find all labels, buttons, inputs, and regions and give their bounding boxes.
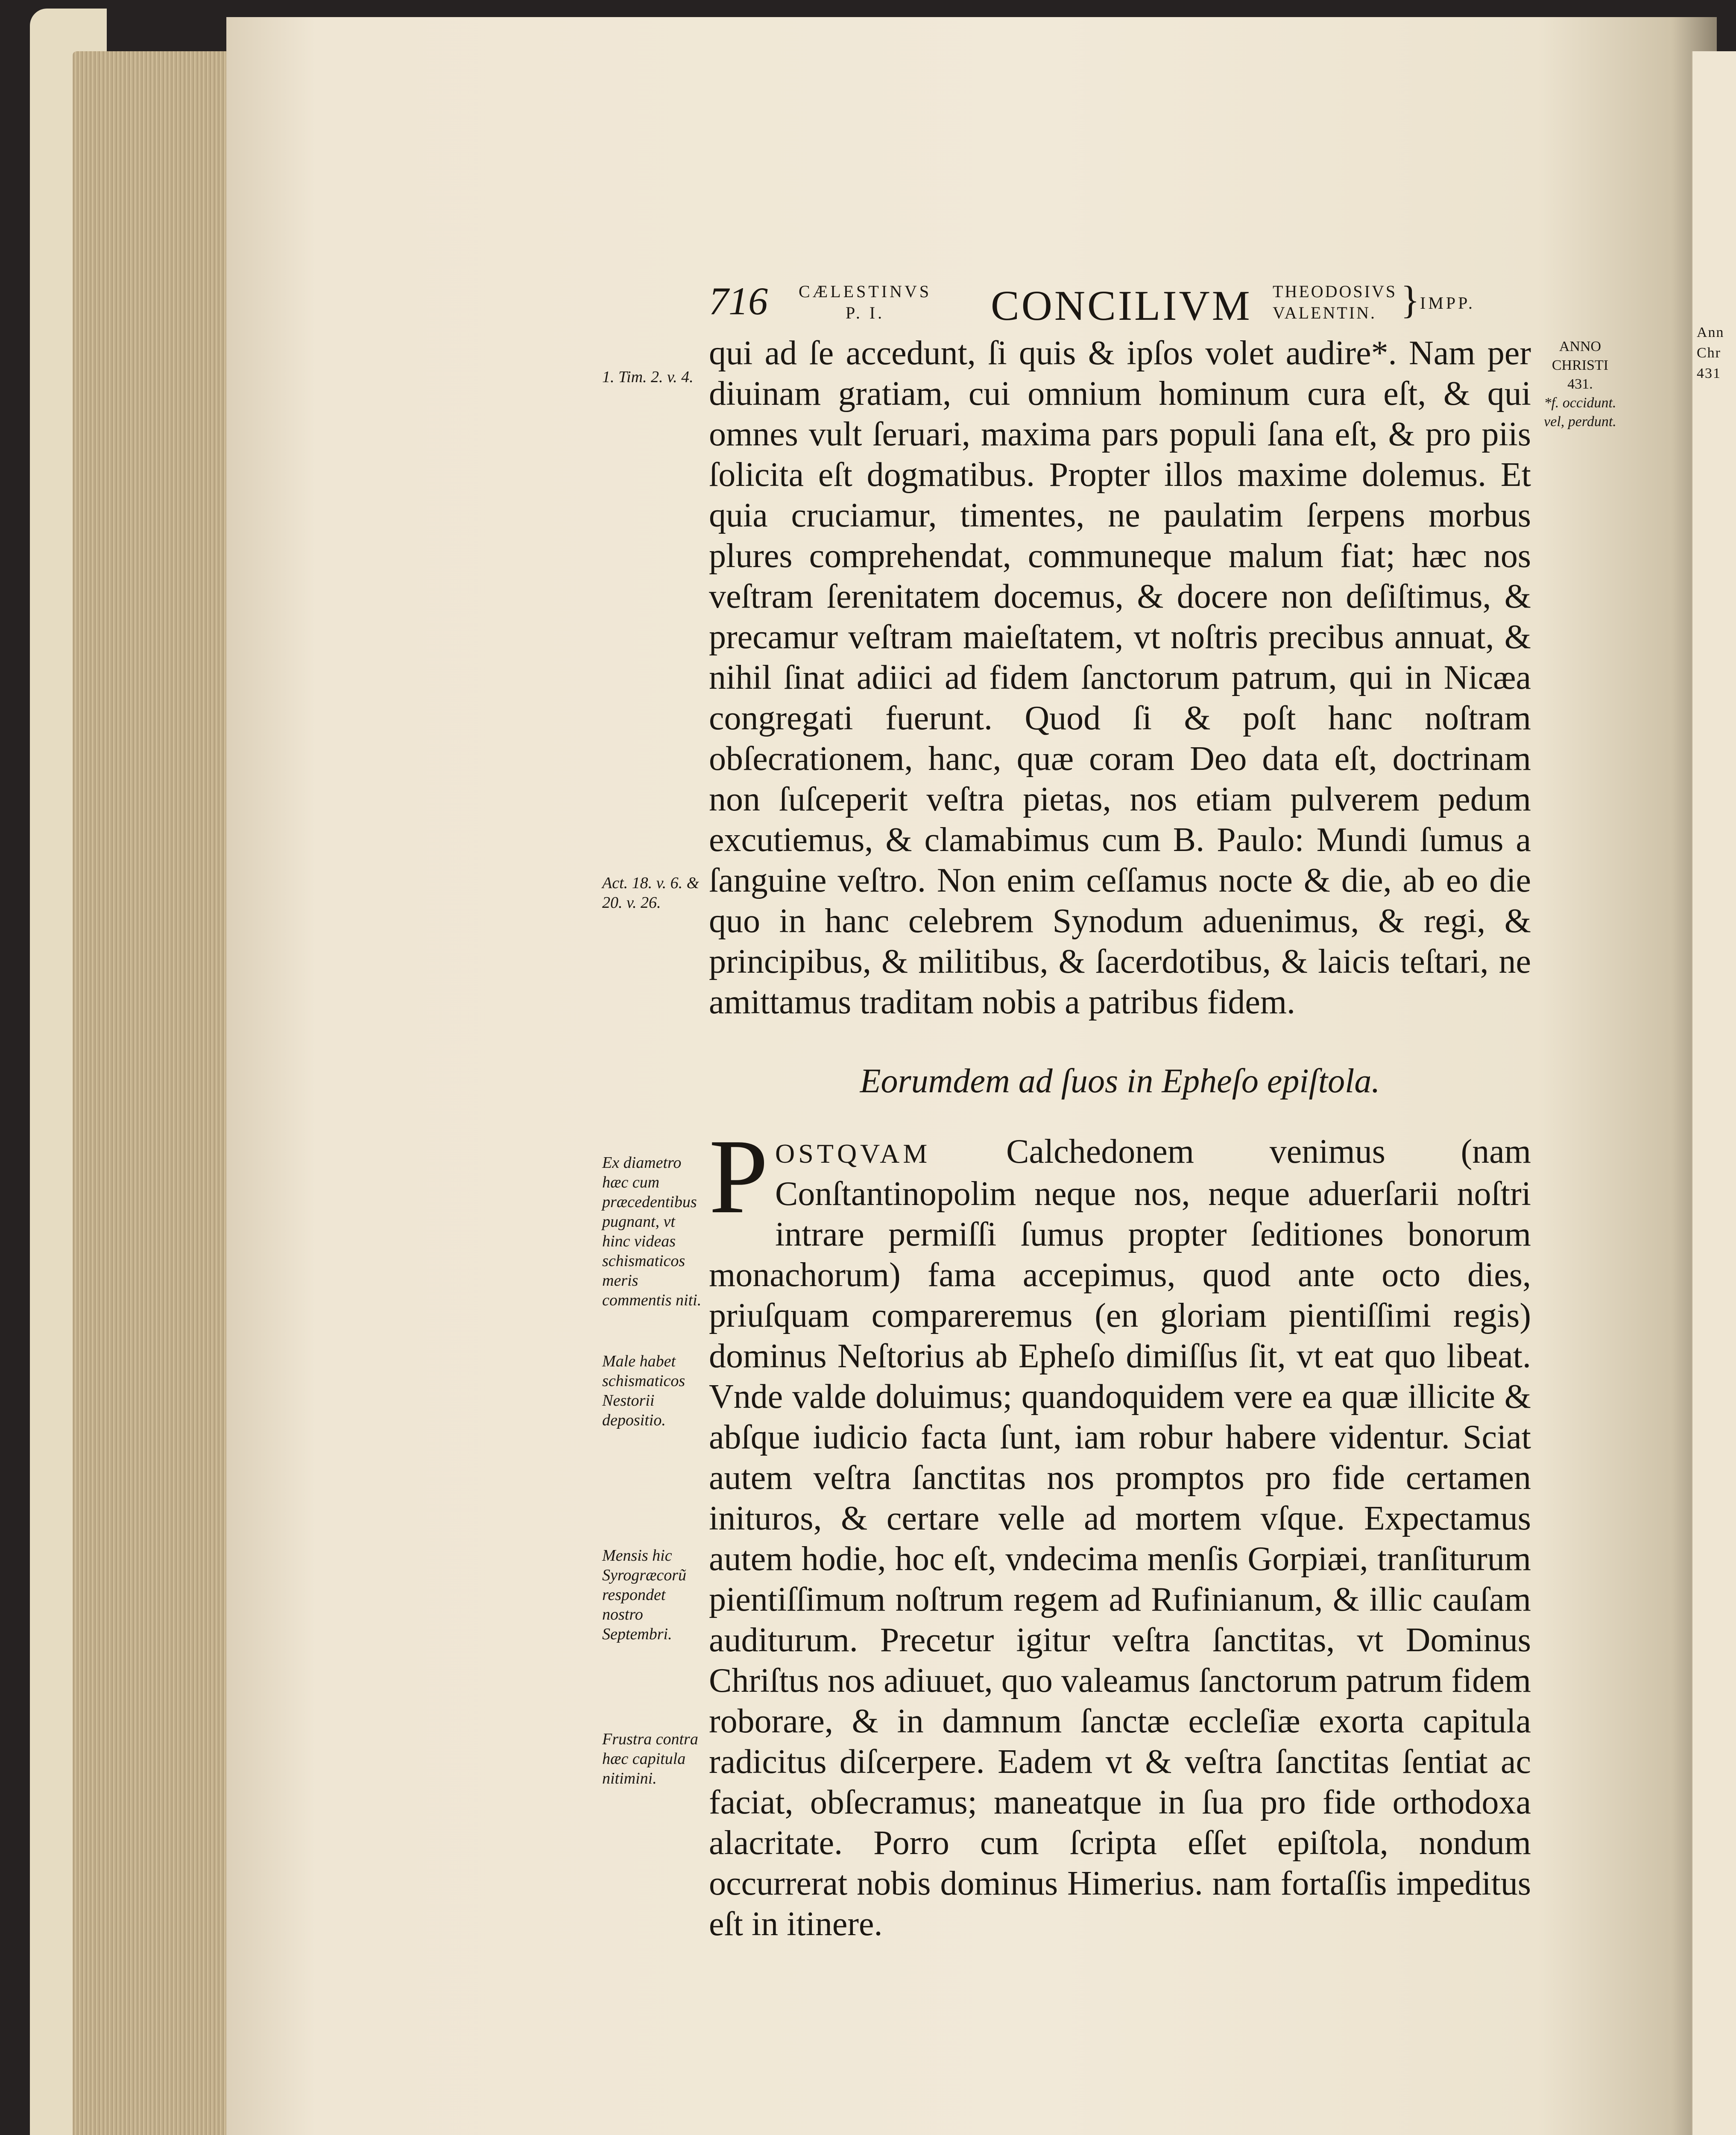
margin-note: 1. Tim. 2. v. 4. [602, 368, 694, 386]
paragraph: qui ad ſe accedunt, ſi quis & ipſos volet audire*. Nam per diuinam gratiam, cui omnium hominum cura eſt, & qui omnes vult ſeruari, maxima pars populi ſana eſt, & pro piis ſolicita eſt dogmatibus. Propter illos maxime dolemus. Et quia cruciamur, timentes, ne paulatim ſerpens morbus plures comprehendat, communeque malum fiat; hæc nos veſtram ſerenitatem docemus, & docere non deſiſtimus, & precamur veſtram maieſtatem, vt noſtris precibus annuat, & nihil ſinat adiici ad fidem ſanctorum patrum, qui in Nicæa congregati fuerunt. Quod ſi & poſt hanc noſtram obſecrationem, hanc, quæ coram Deo data eſt, doctrinam non ſuſceperit veſtra pietas, nos etiam pulverem pedum excutiemus, & clamabimus cum B. Paulo: Mundi ſumus a ſanguine veſtro. Non enim ceſſamus nocte & die, ab eo die quo in hanc celebrem Synodum aduenimus, & regi, & principibus, & militibus, & ſacerdotibus, & laicis teſtari, ne amittamus traditam nobis a patribus fidem. [709, 334, 1531, 1021]
header-brace: } [1401, 278, 1420, 322]
next-page-edge [1691, 51, 1736, 2135]
header-impp: IMPP. [1420, 293, 1475, 313]
header-title: CONCILIVM [991, 282, 1252, 329]
running-header [709, 273, 1537, 337]
header-pope-name: CÆLESTINVS [799, 282, 932, 301]
margin-note: Male habet schismaticos Nestorii depositio. [602, 1352, 685, 1429]
next-page-line: Ann [1697, 325, 1724, 340]
page-stack-edge [73, 51, 231, 2135]
opening-word: OSTQVAM [775, 1138, 931, 1169]
year-label: 431. [1567, 376, 1593, 392]
margin-note: Frustra contra hæc capitula nitimini. [602, 1730, 698, 1787]
margin-year-note [1542, 337, 1619, 431]
variant-reading-note: *f. occidunt. vel, perdunt. [1544, 395, 1616, 430]
christi-label: CHRISTI [1552, 357, 1609, 373]
next-page-line: Chr [1697, 345, 1721, 361]
paragraph [709, 1117, 1531, 1945]
margin-note: Act. 18. v. 6. & 20. v. 26. [602, 874, 700, 912]
header-pope [799, 281, 931, 324]
margin-note: Ex diametro hæc cum præcedentibus pugnant, vt hinc videas schismaticos meris commentis niti. [602, 1154, 702, 1309]
header-emperor-1: THEODOSIVS [1273, 282, 1397, 301]
paragraph-text: Calchedonem venimus (nam Conſtantinopolim neque nos, neque aduerſarii noſtri intrare permiſſi ſumus propter ſeditiones bonorum monachorum) fama accepimus, quod ante octo dies, priuſquam compareremus (en gloriam pientiſſimi regis) dominus Neſtorius ab Epheſo dimiſſus ſit, vt eat quo libeat. Vnde valde doluimus; quandoquidem vere ea quæ illicite & abſque iudicio facta ſunt, iam robur habere videntur. Sciat autem veſtra ſanctitas nos promptos pro fide certamen inituros, & certare velle ad mortem vſque. Expectamus autem hodie, hoc eſt, vndecima menſis Gorpiæi, tranſiturum pientiſſimum noſtrum regem ad Rufinianum, & illic cauſam auditurum. Precetur igitur veſtra ſanctitas, vt Dominus Chriſtus nos adiuuet, quo valeamus ſanctorum patrum fidem roborare, & in damnum ſanctæ eccleſiæ exorta capitula radicitus diſcerpere. Eadem vt & veſtra ſanctitas ſentiat ac faciat, obſecramus; maneatque in ſua pro fide orthodoxa alacritate. Porro cum ſcripta eſſet epiſtola, nondum occurrerat nobis dominus Himerius. nam fortaſſis impeditus eſt in itinere. [709, 1133, 1531, 1943]
header-pope-numeral: P. I. [846, 303, 885, 322]
drop-capital: P [709, 1117, 769, 1236]
header-emperors [1273, 281, 1397, 324]
section-heading: Eorumdem ad ſuos in Epheſo epiſtola. [860, 1062, 1380, 1100]
main-text [709, 333, 1531, 1945]
margin-note: Mensis hic Syrogræcorũ respondet nostro Septembri. [602, 1547, 687, 1643]
header-emperor-2: VALENTIN. [1273, 303, 1377, 322]
anno-label: ANNO [1559, 339, 1601, 354]
next-page-line: 431 [1697, 366, 1721, 381]
page-number: 716 [709, 279, 768, 323]
